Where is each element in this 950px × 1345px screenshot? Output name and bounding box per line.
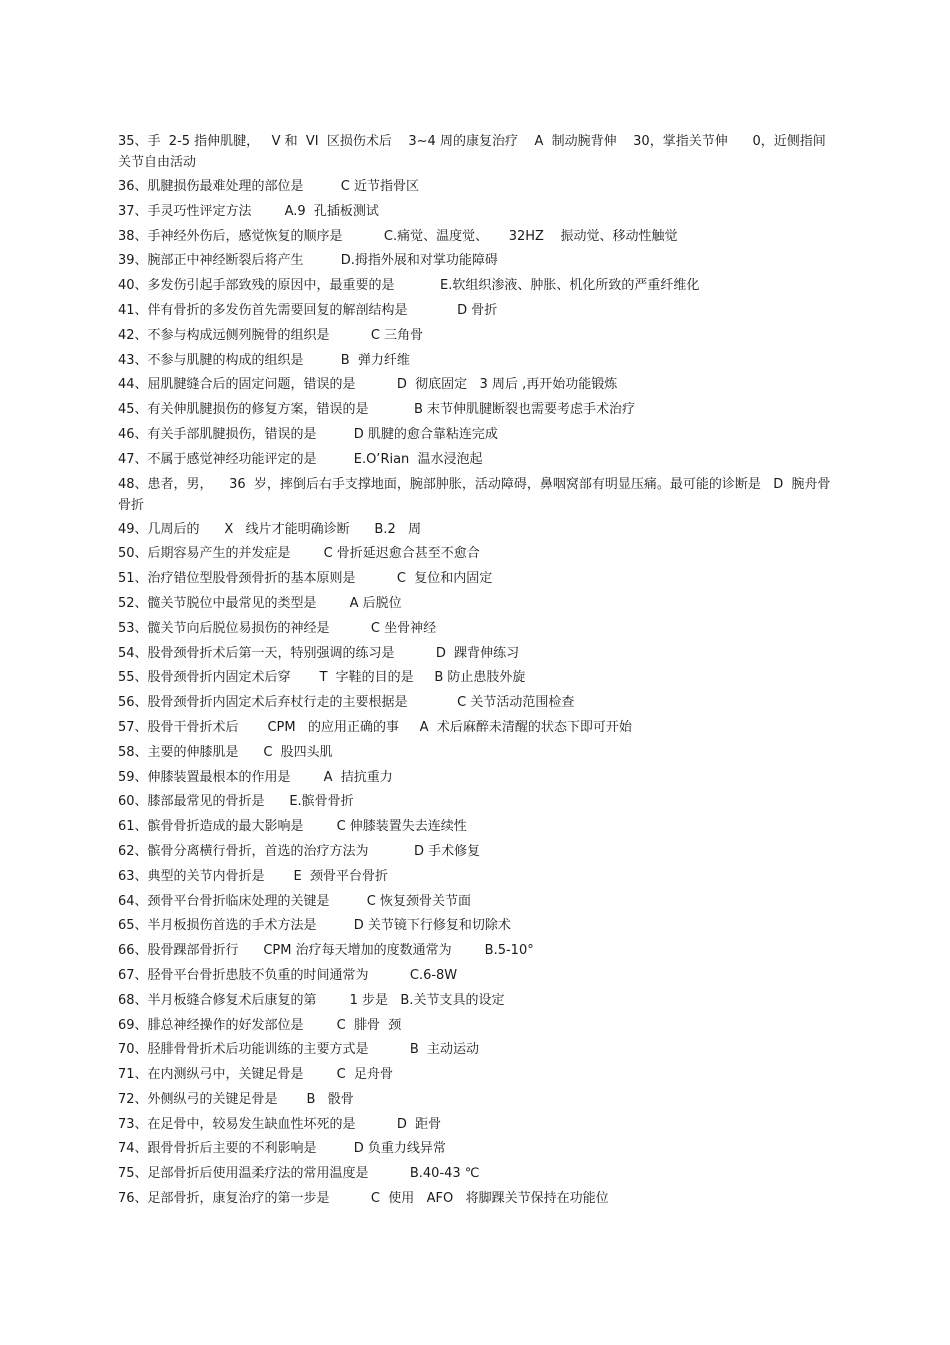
question-72: 72、外侧纵弓的关键足骨是 B 骰骨 bbox=[118, 1091, 354, 1107]
question-36: 36、肌腱损伤最难处理的部位是 C 近节指骨区 bbox=[118, 179, 419, 194]
question-50: 50、后期容易产生的并发症是 C 骨折延迟愈合甚至不愈合 bbox=[118, 546, 480, 562]
question-list bbox=[118, 131, 838, 1213]
question-75: 75、足部骨折后使用温柔疗法的常用温度是 B.40-43 ℃ bbox=[118, 1166, 480, 1182]
question-51: 51、治疗错位型股骨颈骨折的基本原则是 C 复位和内固定 bbox=[118, 571, 493, 587]
question-56: 56、股骨颈骨折内固定术后弃杖行走的主要根据是 C 关节活动范围检查 bbox=[118, 695, 575, 711]
question-61: 61、髌骨骨折造成的最大影响是 C 伸膝装置失去连续性 bbox=[118, 819, 467, 835]
question-43: 43、不参与肌腱的构成的组织是 B 弹力纤维 bbox=[118, 352, 410, 368]
question-54: 54、股骨颈骨折术后第一天，特别强调的练习是 D 踝背伸练习 bbox=[118, 645, 520, 661]
question-64: 64、颈骨平台骨折临床处理的关键是 C 恢复颈骨关节面 bbox=[118, 893, 471, 909]
question-38: 38、手神经外伤后，感觉恢复的顺序是 C.痛觉、温度觉、 32HZ 振动觉、移动性触觉 bbox=[118, 228, 678, 244]
question-45: 45、有关伸肌腱损伤的修复方案，错误的是 B 末节伸肌腱断裂也需要考虑手术治疗 bbox=[118, 402, 636, 418]
question-52: 52、髋关节脱位中最常见的类型是 A 后脱位 bbox=[118, 595, 402, 611]
question-74: 74、跟骨骨折后主要的不利影响是 D 负重力线异常 bbox=[118, 1141, 446, 1157]
question-76: 76、足部骨折，康复治疗的第一步是 C 使用 AFO 将脚踝关节保持在功能位 bbox=[118, 1191, 609, 1207]
question-65: 65、半月板损伤首选的手术方法是 D 关节镜下行修复和切除术 bbox=[118, 918, 511, 934]
question-69: 69、腓总神经操作的好发部位是 C 腓骨 颈 bbox=[118, 1017, 402, 1033]
question-53: 53、髋关节向后脱位易损伤的神经是 C 坐骨神经 bbox=[118, 620, 437, 636]
question-63: 63、典型的关节内骨折是 E 颈骨平台骨折 bbox=[118, 868, 388, 884]
question-73: 73、在足骨中，较易发生缺血性坏死的是 D 距骨 bbox=[118, 1116, 442, 1132]
question-42: 42、不参与构成远侧列腕骨的组织是 C 三角骨 bbox=[118, 327, 424, 343]
question-48: 48、患者，男， 36 岁，摔倒后右手支撑地面，腕部肿胀，活动障碍，鼻咽窝部有明显压痛。最可能的诊断是 D 腕舟骨骨折 bbox=[118, 476, 831, 513]
question-37: 37、手灵巧性评定方法 A.9 孔插板测试 bbox=[118, 203, 379, 219]
question-70: 70、胫腓骨骨折术后功能训练的主要方式是 B 主动运动 bbox=[118, 1042, 480, 1058]
question-66: 66、股骨踝部骨折行 CPM 治疗每天增加的度数通常为 B.5-10° bbox=[118, 943, 534, 959]
question-59: 59、伸膝装置最根本的作用是 A 拮抗重力 bbox=[118, 769, 393, 785]
question-60: 60、膝部最常见的骨折是 E.髌骨骨折 bbox=[118, 794, 354, 810]
question-40: 40、多发伤引起手部致残的原因中，最重要的是 E.软组织渗液、肿胀、机化所致的严重纤维化 bbox=[118, 278, 700, 294]
question-41: 41、伴有骨折的多发伤首先需要回复的解剖结构是 D 骨折 bbox=[118, 302, 498, 318]
question-39: 39、腕部正中神经断裂后将产生 D.拇指外展和对掌功能障碍 bbox=[118, 253, 498, 269]
question-62: 62、髌骨分离横行骨折，首选的治疗方法为 D 手术修复 bbox=[118, 843, 481, 859]
question-55: 55、股骨颈骨折内固定术后穿 T 字鞋的目的是 B 防止患肢外旋 bbox=[118, 670, 526, 686]
question-35: 35、手 2-5 指伸肌腱， V 和 VI 区损伤术后 3~4 周的康复治疗 A 制动腕背伸 30，掌指关节伸 0，近侧指间关节自由活动 bbox=[118, 134, 826, 170]
question-71: 71、在内测纵弓中，关键足骨是 C 足舟骨 bbox=[118, 1067, 393, 1083]
question-68: 68、半月板缝合修复术后康复的第 1 步是 B.关节支具的设定 bbox=[118, 992, 505, 1008]
question-57: 57、股骨干骨折术后 CPM 的应用正确的事 A 术后麻醉未清醒的状态下即可开始 bbox=[118, 719, 632, 735]
question-44: 44、屈肌腱缝合后的固定问题，错误的是 D 彻底固定 3 周后 ,再开始功能锻炼 bbox=[118, 377, 618, 393]
question-47: 47、不属于感觉神经功能评定的是 E.O’Rian 温水浸泡起 bbox=[118, 451, 483, 467]
question-67: 67、胫骨平台骨折患肢不负重的时间通常为 C.6-8W bbox=[118, 967, 458, 983]
question-58: 58、主要的伸膝肌是 C 股四头肌 bbox=[118, 744, 333, 760]
question-46: 46、有关手部肌腱损伤，错误的是 D 肌腱的愈合靠粘连完成 bbox=[118, 426, 498, 442]
question-49: 49、几周后的 X 线片才能明确诊断 B.2 周 bbox=[118, 521, 422, 537]
